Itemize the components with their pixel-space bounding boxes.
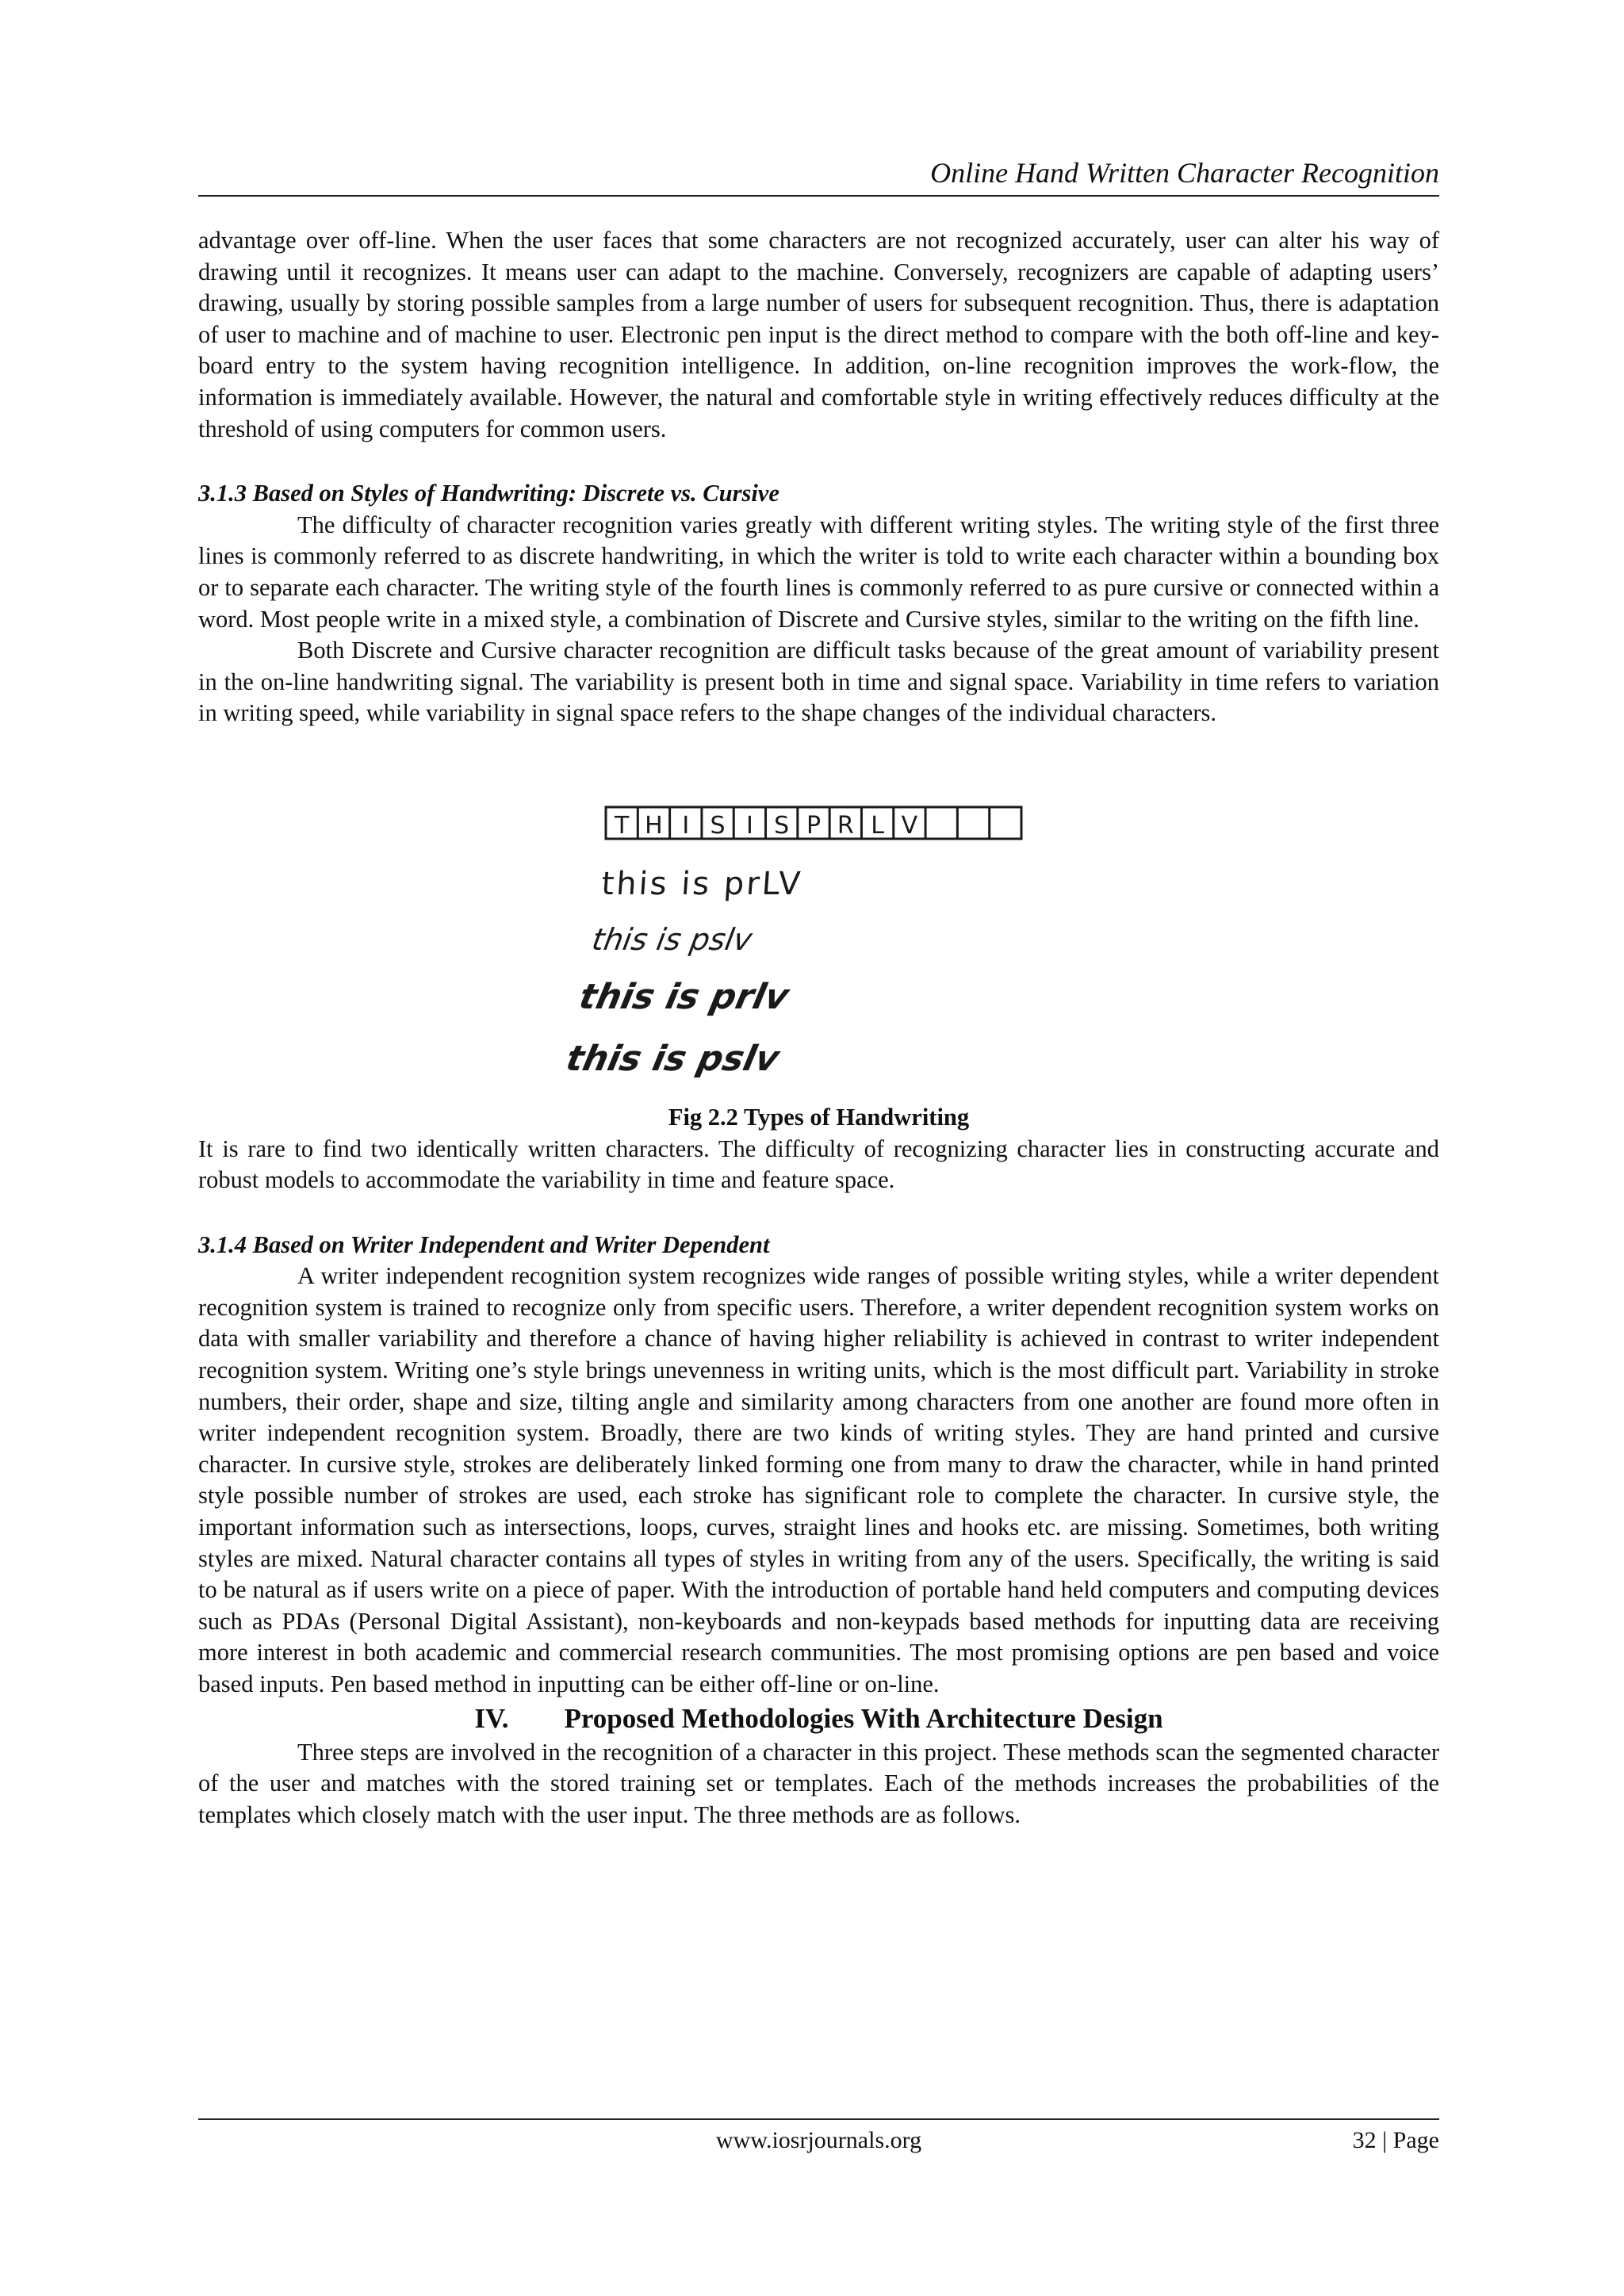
boxed-letter: L (871, 811, 884, 840)
section-313-heading: 3.1.3 Based on Styles of Handwriting: Discrete vs. Cursive (198, 480, 779, 507)
handwriting-samples-image (562, 801, 1047, 1098)
boxed-letter: P (806, 811, 822, 840)
handwriting-line-3-text: this is pslv (589, 922, 755, 958)
section-314-heading: 3.1.4 Based on Writer Independent and Writer Dependent (198, 1230, 770, 1258)
section-314-paragraph: A writer independent recognition system recognizes wide ranges of possible writing styles, while a writer dependent recognition system is trained to recognize only from specific users. Therefore, a writer dependent recognition system works on data with smaller variability and therefore a chance of having higher reliability is achieved in contrast to writer independent recognition system. Writing one’s style brings unevenness in writing units, which is the most difficult part. Variability in stroke numbers, their order, shape and size, tilting angle and similarity among characters from one another are found more often in writer independent recognition system. Broadly, there are two kinds of writing styles. They are hand printed and cursive character. In cursive style, strokes are deliberately linked forming one from many to draw the character, while in hand printed style possible number of strokes are used, each stroke has significant role to complete the character. In cursive style, the important information such as intersections, loops, curves, straight lines and hooks etc. are missing. Sometimes, both writing styles are mixed. Natural character contains all types of styles in writing from any of the users. Specifically, the writing is said to be natural as if users write on a piece of paper. With the introduction of portable hand held computers and computing devices such as PDAs (Personal Digital Assistant), non-keyboards and non-keypads based methods for inputting data are receiving more interest in both academic and commercial research communities. The most promising options are pen based and voice based inputs. Pen based method in inputting can be either off-line or on-line. (198, 1262, 1439, 1697)
page-body (198, 225, 1439, 1831)
boxed-letter: V (901, 811, 918, 840)
section-iv-paragraph: Three steps are involved in the recognition of a character in this project. These methods scan the segmented character of the user and matches with the stored training set or templates. Each of the methods increases the probabilities of the templates which closely match with the user input. The three methods are as follows. (198, 1738, 1439, 1828)
section-iv-heading (198, 1701, 1439, 1737)
intro-paragraph: advantage over off-line. When the user faces that some characters are not recognized accurately, user can alter his way of drawing until it recognizes. It means user can adapt to the machine. Conversely, recognizers are capable of adapting users’ drawing, usually by storing possible samples from a large number of users for subsequent recognition. Thus, there is adaptation of user to machine and of machine to user. Electronic pen input is the direct method to compare with the both off-line and key-board entry to the system having recognition intelligence. In addition, on-line recognition improves the work-flow, the information is immediately available. However, the natural and comfortable style in writing effectively reduces difficulty at the threshold of using computers for common users. (198, 227, 1439, 442)
boxed-letter: S (710, 811, 726, 840)
section-iv-number: IV. (474, 1702, 509, 1734)
boxed-letter: I (682, 811, 690, 840)
figure-caption: Fig 2.2 Types of Handwriting (668, 1103, 970, 1131)
footer-rule (198, 2118, 1439, 2120)
section-313-paragraph-1: The difficulty of character recognition varies greatly with different writing styles. The writing style of the first three lines is commonly referred to as discrete handwriting, in which the writer is told to write each character within a bounding box or to separate each character. The writing style of the fourth lines is commonly referred to as pure cursive or connected within a word. Most people write in a mixed style, a combination of Discrete and Cursive styles, similar to the writing on the fifth line. (198, 511, 1439, 633)
handwriting-line-3 (589, 922, 756, 958)
section-313-paragraph-2: Both Discrete and Cursive character recognition are difficult tasks because of the great amount of variability present in the on-line handwriting signal. The variability is present both in time and signal space. Variability in time refers to variation in writing speed, while variability in signal space refers to the shape changes of the individual characters. (198, 637, 1439, 727)
boxed-letter: S (774, 811, 790, 840)
running-header: Online Hand Written Character Recognition (930, 157, 1439, 189)
footer-url: www.iosrjournals.org (715, 2127, 922, 2153)
header-rule (198, 195, 1439, 197)
boxed-letter: I (745, 811, 753, 840)
boxed-letter: T (614, 811, 630, 840)
boxed-letters-row (606, 807, 1021, 840)
handwriting-line-2-text: this is prLV (600, 865, 804, 902)
after-figure-paragraph: It is rare to find two identically written characters. The difficulty of recognizing character lies in constructing accurate and robust models to accommodate the variability in time and feature space. (198, 1135, 1439, 1194)
handwriting-figure (198, 801, 1439, 1102)
boxed-letter: H (645, 811, 663, 840)
handwriting-line-5 (562, 1039, 784, 1078)
section-iv-title: Proposed Methodologies With Architecture Design (564, 1702, 1163, 1734)
footer-page-number: 32 | Page (1352, 2127, 1439, 2153)
handwriting-line-5-text: this is pslv (562, 1039, 783, 1079)
handwriting-line-4-text: this is prlv (575, 977, 793, 1017)
handwriting-line-2 (600, 866, 804, 902)
handwriting-line-4 (576, 977, 794, 1016)
boxed-letter: R (837, 811, 854, 840)
